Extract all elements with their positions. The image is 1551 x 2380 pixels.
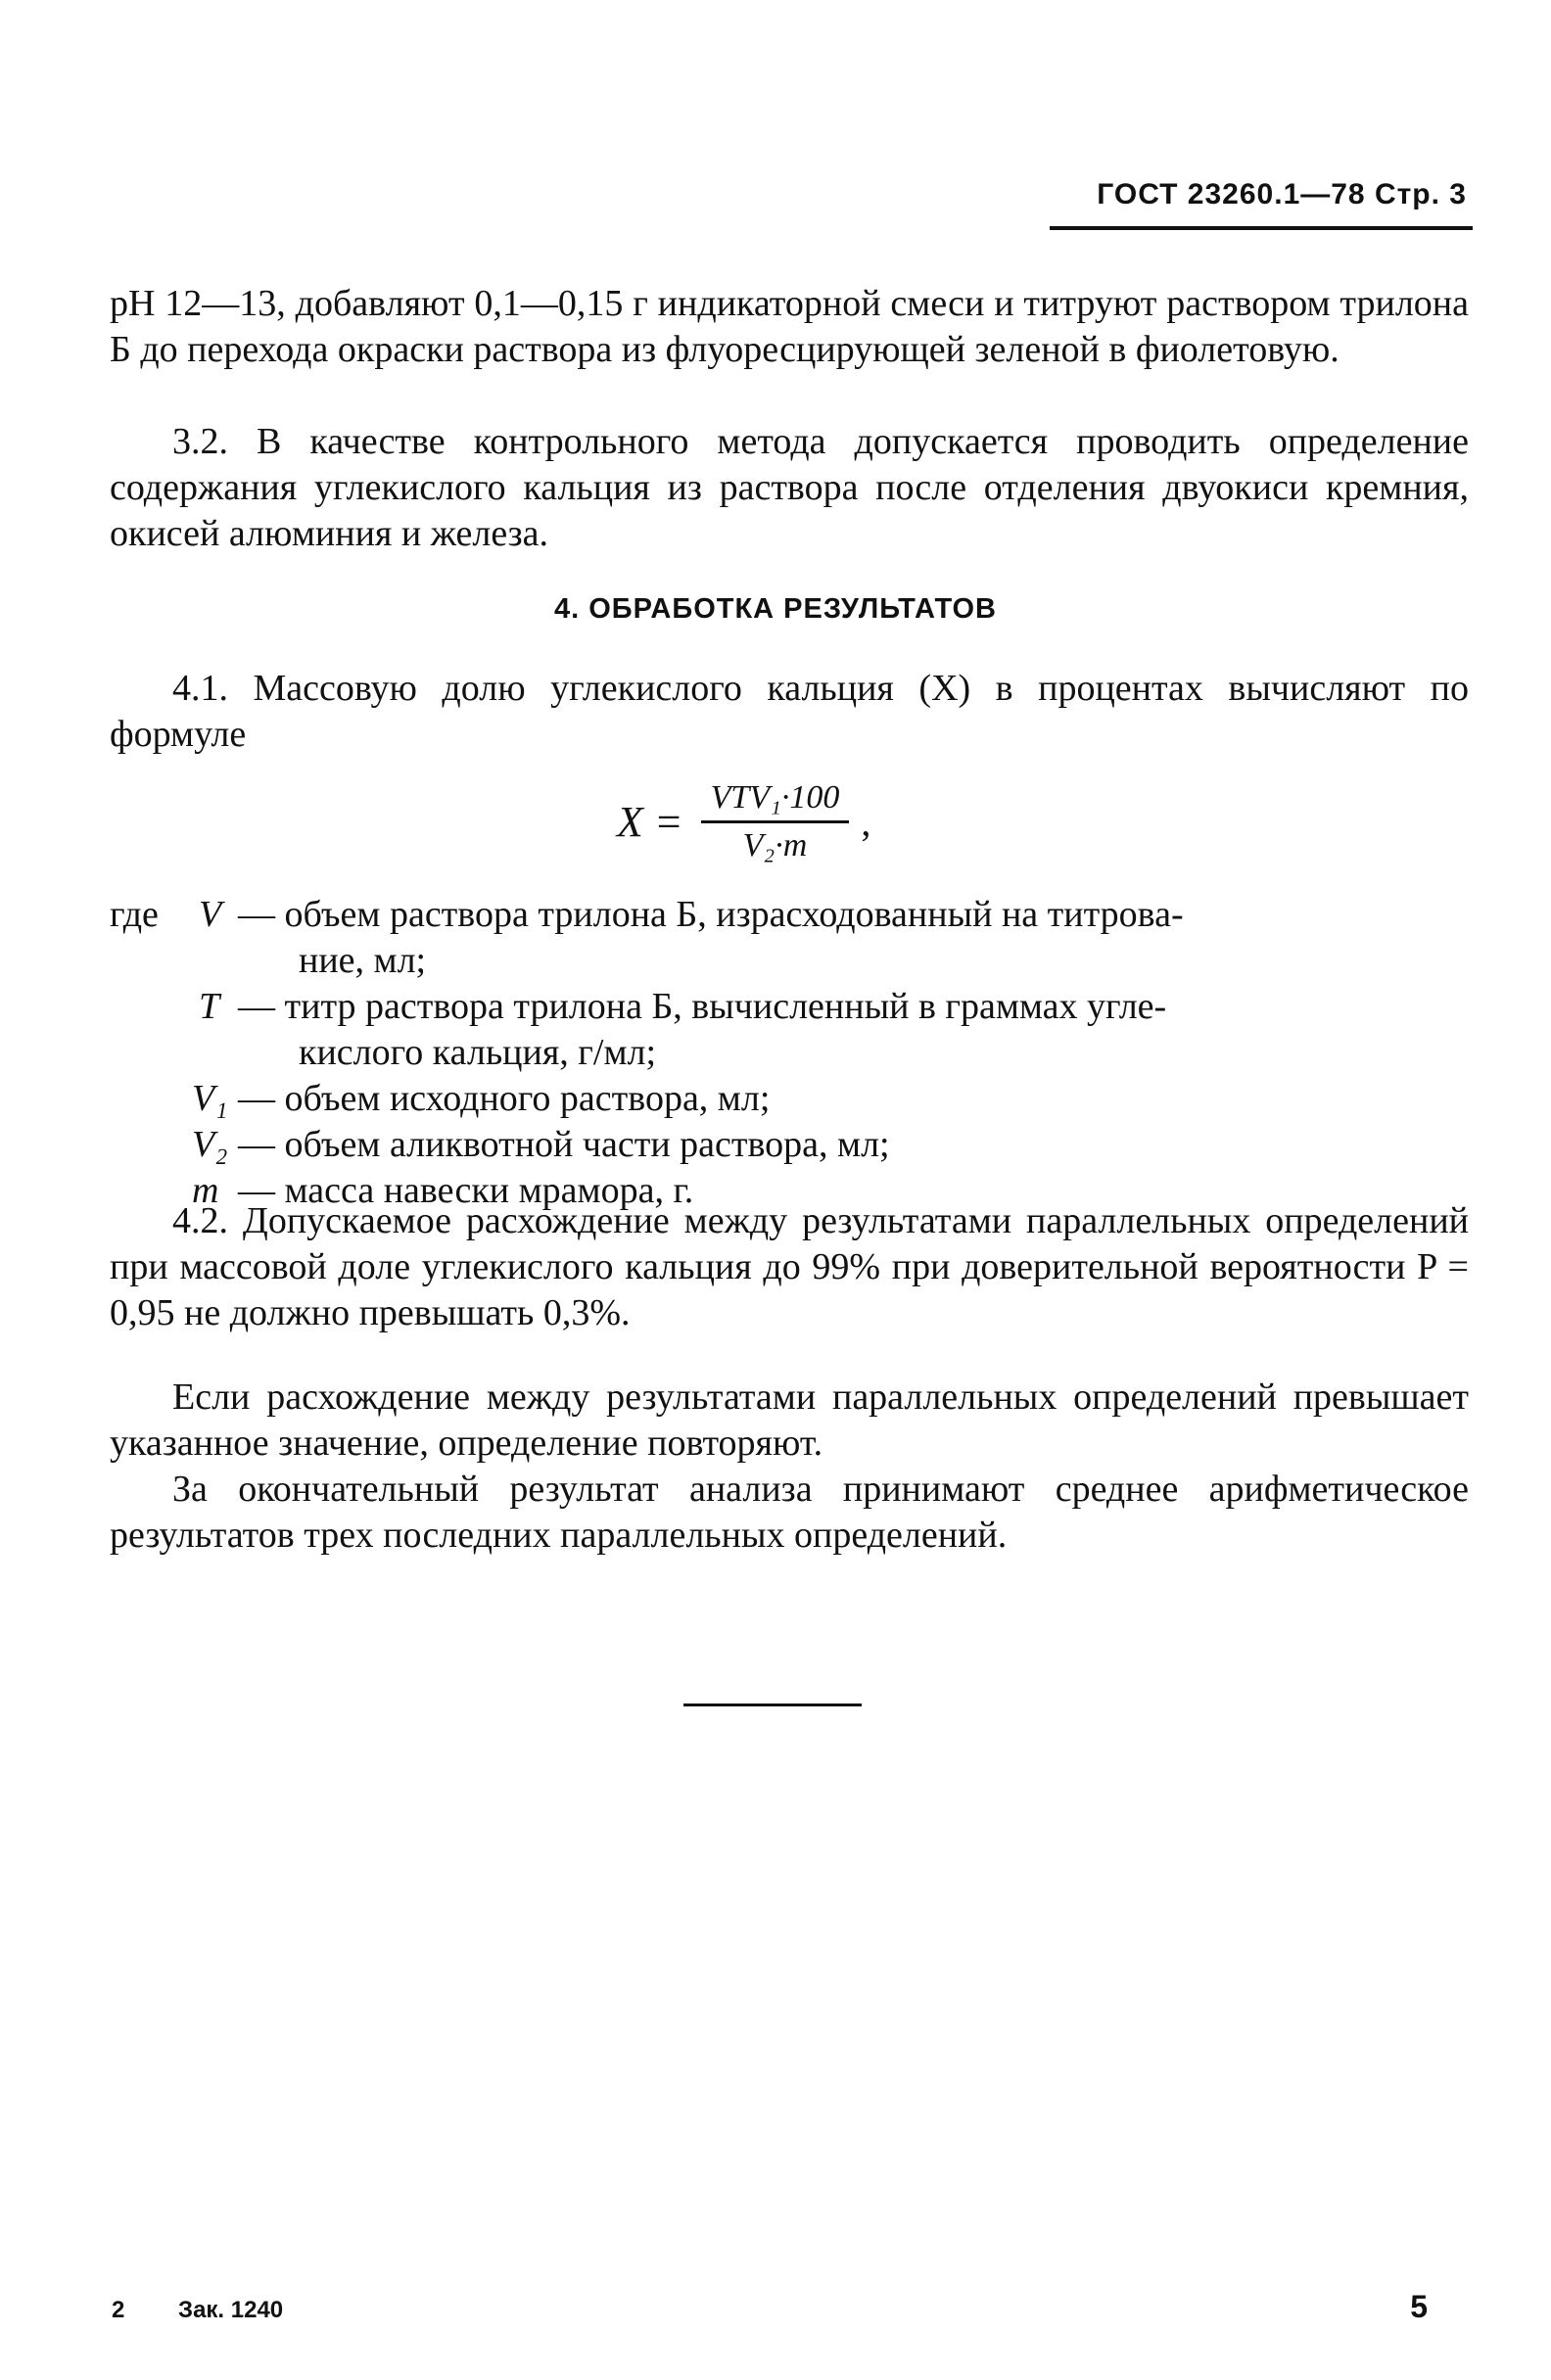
definition-symbol: V (199, 894, 222, 935)
end-rule (683, 1703, 862, 1706)
section-title: 4. ОБРАБОТКА РЕЗУЛЬТАТОВ (553, 593, 998, 625)
paragraph-continuation: рН 12—13, добавляют 0,1—0,15 г индикаторной смеси и титруют раствором трилона Б до перехода окраски раствора из флуоресцирующей зеленой в фиолетовую. (110, 283, 1469, 370)
definition-text: — объем аликвотной части раствора, мл; (238, 1124, 890, 1165)
page-number: 5 (1410, 2289, 1428, 2324)
formula-lhs: X = (617, 798, 683, 846)
formula-trail: , (861, 800, 871, 844)
definition-v (0, 892, 1551, 984)
paragraph-4-1: 4.1. Массовую долю углекислого кальция (X) в процентах вычисляют по формуле (110, 668, 1469, 755)
paragraph-3-2: 3.2. В качестве контрольного метода допускается проводить определение содержания углекислого кальция из раствора после отделения двуокиси кремния, окисей алюминия и железа. (110, 421, 1469, 554)
definitions-lead: где (110, 894, 159, 935)
paragraph-final-result: За окончательный результат анализа принимают среднее арифметическое результатов трех последних параллельных определений. (110, 1469, 1469, 1556)
footer-print-info (112, 2297, 283, 2324)
header-rule (1050, 226, 1473, 230)
footer-sheet-number: 2 (112, 2297, 125, 2323)
paragraph-4-2: 4.2. Допускаемое расхождение между результатами параллельных определений при массовой доле углекислого кальция до 99% при доверительной вероятности P = 0,95 не должно превышать 0,3%. (110, 1200, 1469, 1333)
definition-symbol: T (199, 986, 220, 1027)
definition-text: — титр раствора трилона Б, вычисленный в граммах угле- (238, 986, 1167, 1027)
definition-v1 (0, 1076, 1551, 1122)
definition-text: — объем исходного раствора, мл; (238, 1078, 771, 1119)
formula-numerator: VTV₁·100 (701, 779, 850, 823)
definition-symbol: m (192, 1170, 219, 1211)
definition-continuation: кислого кальция, г/мл; (299, 1032, 657, 1073)
page-header: ГОСТ 23260.1—78 Стр. 3 (1097, 178, 1467, 210)
definition-symbol: V₁ (192, 1078, 228, 1119)
paragraph-repeat-rule: Если расхождение между результатами параллельных определений превышает указанное значение, определение повторяют. (110, 1377, 1469, 1464)
formula-denominator: V₂·m (742, 827, 808, 863)
definition-t (0, 984, 1551, 1076)
definition-v2 (0, 1122, 1551, 1168)
definitions-list (0, 892, 1551, 1214)
definition-text: — объем раствора трилона Б, израсходованный на титрова- (238, 894, 1184, 935)
formula-fraction (701, 779, 850, 864)
footer-order: Зак. 1240 (178, 2297, 284, 2323)
definition-continuation: ние, мл; (299, 940, 427, 981)
definition-symbol: V₂ (192, 1124, 228, 1165)
formula (617, 779, 870, 864)
definition-text: — масса навески мрамора, г. (238, 1170, 694, 1211)
